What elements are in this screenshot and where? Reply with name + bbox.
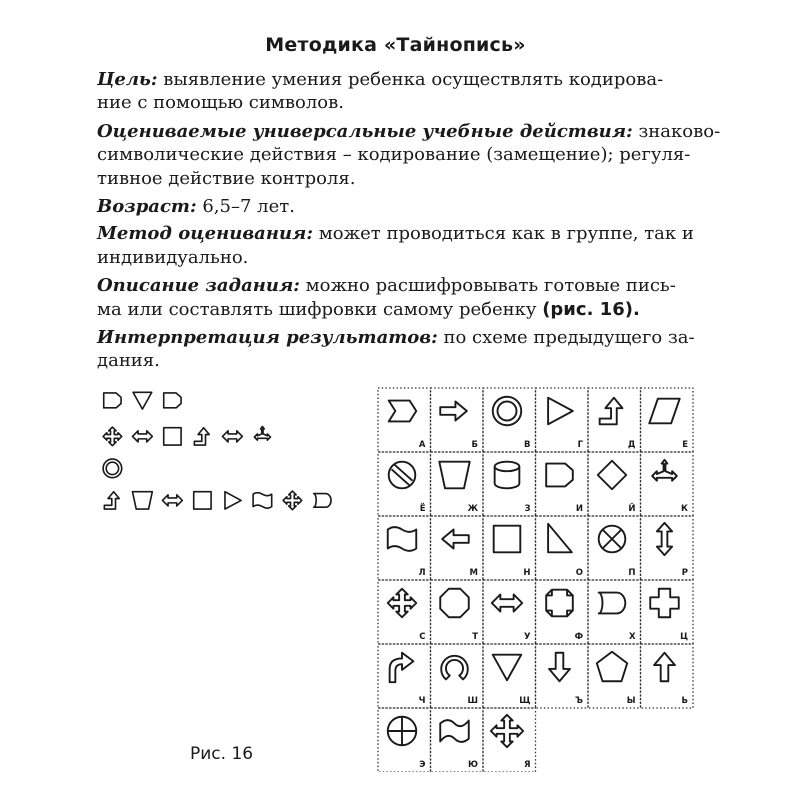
line: индивидуально. <box>97 246 249 268</box>
paragraph-description <box>97 274 733 321</box>
triangle-down-icon <box>493 655 522 681</box>
trapezoid-icon <box>132 492 152 509</box>
cross-plus-icon <box>650 589 679 618</box>
paragraph-actions <box>97 120 733 190</box>
cipher-letter: Ю <box>468 760 478 770</box>
diamond-icon <box>598 461 627 490</box>
double-circle-icon <box>103 459 122 478</box>
arrow-up-icon <box>654 653 675 682</box>
cipher-letter: Л <box>418 568 426 578</box>
wave-flag-icon <box>388 527 417 551</box>
arrows-fork-icon <box>254 426 270 440</box>
trapezoid-icon <box>439 462 469 489</box>
double-circle-icon <box>493 397 522 426</box>
triangle-down-icon <box>133 392 152 409</box>
line: выявление умения ребенка осуществлять кодирова- <box>163 69 664 90</box>
cipher-cell <box>431 516 484 580</box>
cipher-letter: И <box>575 504 583 514</box>
cipher-cell <box>431 580 484 644</box>
figure-reference: (рис. 16). <box>542 298 640 320</box>
cipher-letter: Ж <box>467 504 478 514</box>
cipher-letter: Б <box>471 440 478 450</box>
cipher-cell <box>588 516 641 580</box>
cipher-letter: С <box>419 632 426 642</box>
cipher-letter: З <box>524 504 531 514</box>
line: символические действия – кодирование (замещение); регуля- <box>97 144 691 166</box>
line: ние с помощью символов. <box>97 92 344 114</box>
arrow-left-icon <box>442 530 469 549</box>
cipher-cell <box>483 708 536 772</box>
cipher-cell <box>641 644 694 708</box>
cipher-letter: Т <box>472 632 478 642</box>
arrow-leftright-icon <box>492 594 522 611</box>
tag-right-icon <box>164 393 181 408</box>
cipher-cell <box>483 452 536 516</box>
cross-arrows-small-icon <box>103 427 122 446</box>
right-triangle-icon <box>548 524 572 553</box>
cipher-letter: Ш <box>467 696 478 706</box>
cipher-cell <box>483 644 536 708</box>
cipher-cell <box>483 516 536 580</box>
arrow-leftright-icon <box>162 495 182 506</box>
cipher-letter: Ъ <box>575 696 583 706</box>
octagon-icon <box>440 589 469 618</box>
line: тивное действие контроля. <box>97 167 356 189</box>
arrow-right-icon <box>440 402 467 421</box>
paragraph-method <box>97 222 733 269</box>
cipher-cell <box>536 516 589 580</box>
cipher-cell <box>431 388 484 452</box>
cipher-cell <box>378 388 431 452</box>
lead-method: Метод оценивания: <box>97 223 313 245</box>
cipher-cell <box>431 452 484 516</box>
cipher-cell <box>588 388 641 452</box>
tag-right-icon <box>104 393 121 408</box>
page-title: Методика «Тайнопись» <box>265 34 526 56</box>
arrow-turn-up-icon <box>194 428 209 445</box>
line: 6,5–7 лет. <box>202 196 295 218</box>
cross-arrows-small-icon <box>283 491 302 510</box>
cipher-cell <box>641 580 694 644</box>
cipher-cell <box>378 708 431 772</box>
cross-arrows-small-icon <box>388 589 417 618</box>
lead-age: Возраст: <box>97 196 197 218</box>
cipher-letter: П <box>628 568 636 578</box>
square-icon <box>494 526 521 553</box>
circle-cross-icon <box>599 526 626 553</box>
cipher-table <box>372 384 712 772</box>
cipher-cell <box>588 644 641 708</box>
lead-actions: Оцениваемые универсальные учебные действия: <box>97 120 633 142</box>
cipher-letter: Э <box>419 760 426 770</box>
cipher-cell <box>536 644 589 708</box>
cipher-cell <box>378 644 431 708</box>
arrow-curve-icon <box>390 653 414 682</box>
document-body <box>97 68 733 373</box>
lead-description: Описание задания: <box>97 275 300 297</box>
cipher-letter: А <box>418 440 426 450</box>
triangle-right-icon <box>548 398 573 425</box>
cipher-cell <box>641 388 694 452</box>
cipher-letter: Ц <box>680 632 688 642</box>
arrow-down-icon <box>549 653 570 682</box>
parallelogram-icon <box>649 399 679 424</box>
arrow-turn-up-icon <box>600 398 623 425</box>
horseshoe-icon <box>441 656 468 679</box>
cipher-cell <box>378 580 431 644</box>
chevron-icon <box>389 401 417 422</box>
cipher-cell <box>483 388 536 452</box>
wave-flag-icon <box>253 493 272 509</box>
cipher-cell <box>536 388 589 452</box>
cipher-cell <box>483 580 536 644</box>
cipher-letter: О <box>575 568 583 578</box>
cipher-letter: М <box>469 568 478 578</box>
cipher-letter: Е <box>682 440 688 450</box>
cipher-letter: Р <box>681 568 688 578</box>
figure-caption: Рис. 16 <box>190 744 254 764</box>
cipher-cell <box>536 452 589 516</box>
cipher-letter: Н <box>523 568 531 578</box>
cipher-cell <box>536 580 589 644</box>
wave-flag-2-icon <box>440 720 469 742</box>
arrow-turn-up-icon <box>104 492 119 509</box>
cipher-letter: В <box>524 440 531 450</box>
cipher-letter: Я <box>523 760 531 770</box>
paragraph-age <box>97 195 733 218</box>
cipher-letter: Ь <box>681 696 688 706</box>
paragraph-interpretation <box>97 326 733 373</box>
cipher-letter: К <box>681 504 688 514</box>
cipher-cell <box>641 452 694 516</box>
lead-goal: Цель: <box>97 69 158 90</box>
line: по схеме предыдущего за- <box>443 327 695 349</box>
paragraph-goal <box>97 68 733 115</box>
coded-message <box>100 388 350 518</box>
line: может проводиться как в группе, так и <box>318 223 694 245</box>
cipher-letter: Ы <box>626 696 636 706</box>
four-arrows-icon <box>491 715 523 747</box>
pentagon-icon <box>597 652 627 681</box>
arrow-leftright-icon <box>132 431 152 442</box>
cipher-cell <box>431 708 484 772</box>
line: дания. <box>97 350 160 372</box>
octagon-cut-icon <box>546 590 573 617</box>
cipher-cell <box>378 516 431 580</box>
arrows-fork-icon <box>652 460 677 481</box>
cipher-cell <box>641 516 694 580</box>
cipher-cell <box>378 452 431 516</box>
cipher-letter: Г <box>577 440 583 450</box>
cipher-cell <box>431 644 484 708</box>
line: знаково- <box>638 120 721 142</box>
triangle-right-icon <box>225 492 241 509</box>
square-icon <box>194 492 211 509</box>
circle-plus-icon <box>388 717 417 746</box>
cylinder-icon <box>495 462 520 489</box>
arrow-leftright-icon <box>222 431 242 442</box>
line: можно расшифровывать готовые пись- <box>305 275 676 297</box>
cipher-letter: Ф <box>574 632 583 642</box>
square-icon <box>164 428 181 445</box>
lead-interpretation: Интерпретация результатов: <box>97 327 438 349</box>
cipher-letter: Д <box>627 440 636 450</box>
cipher-letter: Ч <box>418 696 426 706</box>
cipher-letter: Щ <box>519 696 531 706</box>
arrow-updown-icon <box>657 523 672 555</box>
half-cylinder-icon <box>314 494 331 508</box>
half-cylinder-icon <box>599 593 626 614</box>
cipher-cell <box>588 452 641 516</box>
line: ма или составлять шифровки самому ребенку <box>97 298 537 320</box>
tag-right-icon <box>546 464 573 487</box>
cipher-letter: У <box>523 632 531 642</box>
circle-slash-icon <box>389 462 416 489</box>
cipher-letter: Й <box>628 504 636 514</box>
cipher-letter: Ё <box>419 504 426 514</box>
cipher-cell <box>588 580 641 644</box>
cipher-letter: Х <box>628 632 636 642</box>
